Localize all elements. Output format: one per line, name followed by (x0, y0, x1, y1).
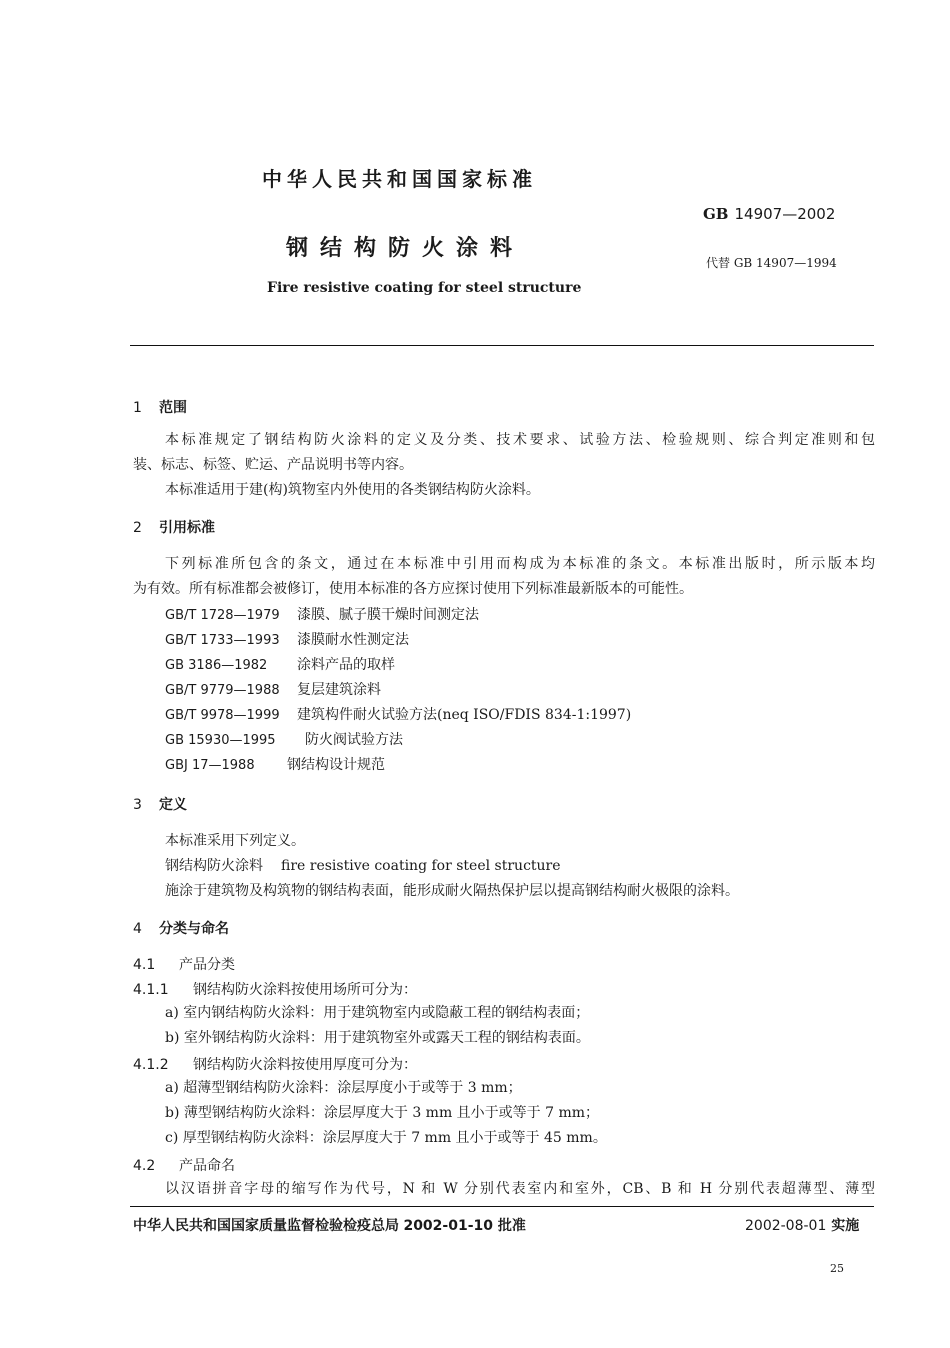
document-org-title: 中华人民共和国国家标准 (262, 167, 537, 191)
replaces-standard: 代替 GB 14907—1994 (706, 256, 837, 270)
section-3-heading: 3 定义 (133, 797, 187, 813)
list-item: c) 厚型钢结构防火涂料：涂层厚度大于 7 mm 且小于或等于 45 mm。 (165, 1130, 607, 1146)
subsection-4-1: 4.1 产品分类 (133, 957, 235, 973)
header-divider (130, 345, 874, 346)
reference-item: GB 3186—1982 涂料产品的取样 (165, 657, 395, 673)
section-3-para: 本标准采用下列定义。 (165, 833, 305, 849)
term-chinese: 钢结构防火涂料 (165, 858, 263, 874)
section-1-para-1-line-1: 本标准规定了钢结构防火涂料的定义及分类、技术要求、试验方法、检验规则、综合判定准则和包 (165, 432, 875, 448)
section-1-para-2: 本标准适用于建(构)筑物室内外使用的各类钢结构防火涂料。 (165, 482, 540, 498)
footer-effective: 2002-08-01 实施 (745, 1218, 860, 1234)
effective-date: 2002-08-01 (745, 1218, 827, 1234)
reference-item: GB/T 9779—1988 复层建筑涂料 (165, 682, 381, 698)
term-definition-header (165, 854, 561, 879)
subsection-4-2: 4.2 产品命名 (133, 1158, 235, 1174)
subsection-4-1-1: 4.1.1 钢结构防火涂料按使用场所可分为： (133, 982, 417, 998)
section-1-para-1-line-2: 装、标志、标签、贮运、产品说明书等内容。 (133, 457, 413, 473)
reference-item: GB/T 9978—1999 建筑构件耐火试验方法(neq ISO/FDIS 834-1:1997) (165, 707, 632, 723)
reference-item: GB/T 1728—1979 漆膜、腻子膜干燥时间测定法 (165, 607, 479, 623)
section-2-para-line-1: 下列标准所包含的条文，通过在本标准中引用而构成为本标准的条文。本标准出版时，所示版本均 (165, 556, 875, 572)
page-number: 25 (830, 1262, 844, 1275)
reference-item: GBJ 17—1988 钢结构设计规范 (165, 757, 385, 773)
list-item: b) 薄型钢结构防火涂料：涂层厚度大于 3 mm 且小于或等于 7 mm； (165, 1105, 600, 1121)
standard-number (703, 205, 835, 223)
list-item: b) 室外钢结构防火涂料：用于建筑物室外或露天工程的钢结构表面。 (165, 1030, 590, 1046)
section-2-para-line-2: 为有效。所有标准都会被修订，使用本标准的各方应探讨使用下列标准最新版本的可能性。 (133, 581, 693, 597)
term-english: fire resistive coating for steel structure (281, 858, 561, 874)
section-1-heading: 1 范围 (133, 400, 187, 416)
list-item: a) 室内钢结构防火涂料：用于建筑物室内或隐蔽工程的钢结构表面； (165, 1005, 590, 1021)
reference-item: GB 15930—1995 防火阀试验方法 (165, 732, 403, 748)
section-4-heading: 4 分类与命名 (133, 921, 229, 937)
title-english: Fire resistive coating for steel structure (267, 280, 582, 296)
subsection-4-1-2: 4.1.2 钢结构防火涂料按使用厚度可分为： (133, 1057, 417, 1073)
title-chinese: 钢结构防火涂料 (286, 236, 525, 261)
issue-date: 2002-01-10 (403, 1218, 494, 1234)
list-item: a) 超薄型钢结构防火涂料：涂层厚度小于或等于 3 mm； (165, 1080, 522, 1096)
footer-issuer: 中华人民共和国国家质量监督检验检疫总局 2002-01-10 批准 (133, 1218, 526, 1234)
subsection-4-2-para: 以汉语拼音字母的缩写作为代号，N 和 W 分别代表室内和室外，CB、B 和 H 分别代表超薄型、薄型 (165, 1181, 875, 1197)
reference-item: GB/T 1733—1993 漆膜耐水性测定法 (165, 632, 409, 648)
term-definition: 施涂于建筑物及构筑物的钢结构表面，能形成耐火隔热保护层以提高钢结构耐火极限的涂料。 (165, 883, 739, 899)
section-2-heading: 2 引用标准 (133, 520, 215, 536)
standard-prefix: GB (703, 205, 729, 223)
standard-code: 14907—2002 (734, 205, 836, 223)
footer-divider (130, 1206, 874, 1207)
